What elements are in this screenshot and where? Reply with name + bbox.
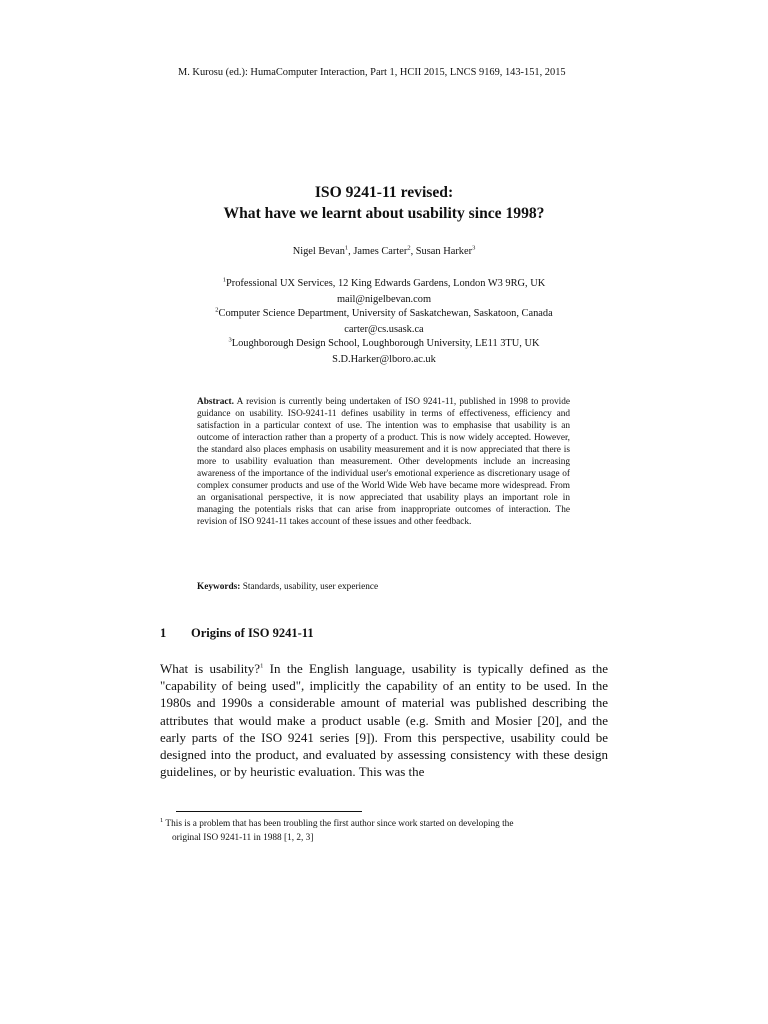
affiliation-3 [0, 336, 768, 367]
abstract [197, 396, 570, 528]
author-name: Susan Harker [415, 246, 473, 257]
footnote-line1: This is a problem that has been troubling the first author since work started on developing the [165, 819, 514, 829]
paper-title-line1: ISO 9241-11 revised: [314, 184, 454, 201]
body-text-part2: In the English language, usability is typically defined as the "capability of being used", implicitly the capability of an entity to be used. In the 1980s and 1990s a considerable amount of material was published describing the attributes that would make a product usable (e.g. Smith and Mosier [20], and the early parts of the ISO 9241 series [9]). From this perspective, usability could be designed into the product, and evaluated by assessing consistency with these design guidelines, or by heuristic evaluation. This was the [160, 661, 608, 780]
affiliation-org: Professional UX Services, 12 King Edwards Gardens, London W3 9RG, UK [225, 278, 546, 289]
keywords-label: Keywords: [197, 582, 241, 592]
affiliation-org: Computer Science Department, University of Saskatchewan, Saskatoon, Canada [218, 308, 553, 319]
section-title: Origins of ISO 9241-11 [191, 626, 314, 640]
author-name: James Carter [353, 246, 408, 257]
body-text-part1: What is usability? [160, 661, 261, 676]
affiliation-email: S.D.Harker@lboro.ac.uk [332, 353, 436, 365]
affiliation-superscript: 2 [215, 306, 219, 314]
affiliation-email: mail@nigelbevan.com [336, 293, 432, 305]
body-paragraph [160, 660, 608, 780]
author-superscript: 1 [344, 244, 349, 252]
footnote-divider [176, 811, 362, 812]
abstract-label: Abstract. [197, 397, 234, 407]
author-name: Nigel Bevan [292, 246, 345, 257]
affiliation-org: Loughborough Design School, Loughborough University, LE11 3TU, UK [231, 338, 540, 349]
footnote-marker: 1 [160, 816, 164, 824]
author-list: Nigel Bevan$^1$, James Carter$^2$, Susan Harker$^3$ [292, 244, 476, 257]
author-superscript: 3 [472, 244, 476, 252]
author-superscript: 2 [407, 244, 411, 252]
keywords-text: Standards, usability, user experience [242, 582, 379, 592]
affiliation-superscript: 1 [222, 276, 226, 284]
section-number: 1 [160, 626, 167, 640]
affiliation-2 [0, 306, 768, 337]
paper-title-line2: What have we learnt about usability since 1998? [223, 205, 545, 222]
footnote-line2: original ISO 9241-11 in 1988 [1, 2, 3] [172, 832, 314, 843]
section-heading [160, 626, 314, 641]
affiliation-email: carter@cs.usask.ca [344, 323, 424, 335]
header-citation: M. Kurosu (ed.): HumaComputer Interaction, Part 1, HCII 2015, LNCS 9169, 143-151, 2015 [178, 67, 566, 78]
abstract-text: A revision is currently being undertaken of ISO 9241-11, published in 1998 to provide guidance on usability. ISO-9241-11 defines usability in terms of effectiveness, efficiency and satisfaction in a particular context of use. The intention was to emphasise that usability is an outcome of interaction rather than a property of a product. This is now widely accepted. However, the standard also places emphasis on usability measurement and it is now appreciated that there is more to usability evaluation than measurement. Other developments include an increasing awareness of the importance of the individual user's emotional experience as discretionary usage of complex consumer products and use of the World Wide Web have became more widespread. From an organisational perspective, it is now appreciated that usability plays an important role in managing the potentials risks that can arise from inappropriate outcomes of interaction. The revision of ISO 9241-11 takes account of these issues and other feedback. [197, 397, 570, 527]
footnote [160, 818, 610, 845]
affiliation-superscript: 3 [228, 336, 232, 344]
footnote-reference: 1 [260, 662, 264, 670]
affiliation-1 [0, 276, 768, 307]
keywords [197, 582, 570, 592]
